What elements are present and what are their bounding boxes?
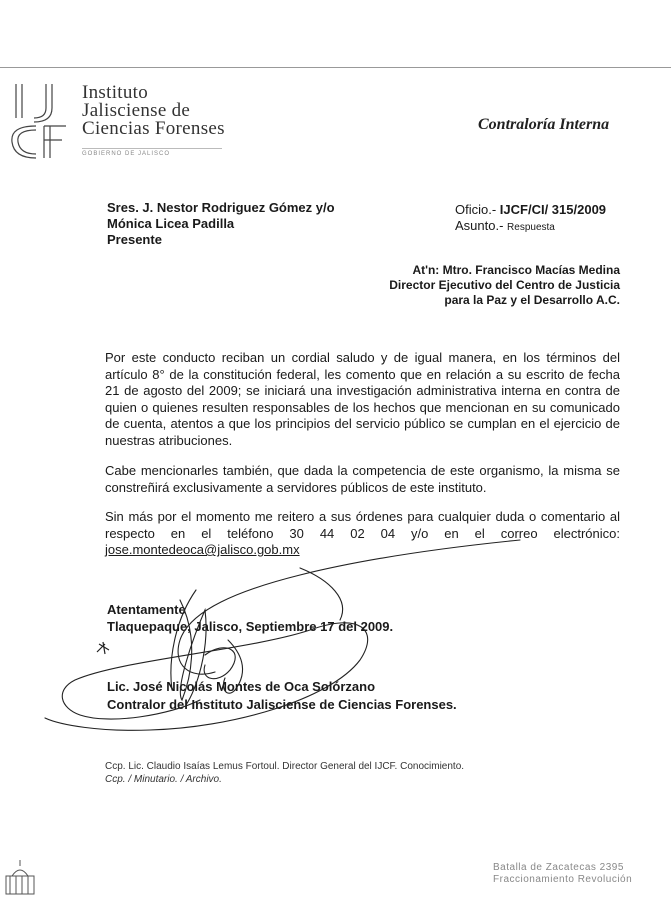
- closing-line: Atentamente: [107, 602, 186, 617]
- attention-block: [389, 263, 620, 308]
- header-rule: [0, 67, 671, 68]
- asunto-line: [455, 218, 606, 236]
- address-line: Fraccionamiento Revolución: [493, 874, 633, 885]
- state-seal-icon: [0, 856, 40, 900]
- reference-block: [455, 202, 606, 236]
- institute-line: Ciencias Forenses: [82, 118, 225, 139]
- oficio-line: [455, 202, 606, 218]
- address-footer: [493, 862, 632, 886]
- cc-line: Ccp. Lic. Claudio Isaías Lemus Fortoul. Director General del IJCF. Conocimiento.: [105, 761, 465, 772]
- contact-text: Sin más por el momento me reitero a sus órdenes para cualquier duda o comentario al respecto en el teléfono 30 44 02 04 y/o en el correo electrónico:: [105, 509, 620, 541]
- attention-line: Director Ejecutivo del Centro de Justicia: [389, 278, 620, 292]
- institute-name: [82, 84, 225, 138]
- handwritten-mark: [95, 640, 115, 656]
- closing-block: [107, 601, 393, 635]
- body-paragraph: [105, 509, 620, 559]
- asunto-value: Respuesta: [507, 222, 555, 233]
- place-date-line: Tlaquepaque, Jalisco, Septiembre 17 del 2009.: [107, 619, 394, 634]
- signer-title: Contralor del Instituto Jalisciense de Ciencias Forenses.: [107, 697, 457, 712]
- recipient-line: Mónica Licea Padilla: [107, 216, 235, 231]
- recipient-line: Sres. J. Nestor Rodriguez Gómez y/o: [107, 200, 335, 215]
- cc-line: Ccp. / Minutario. / Archivo.: [105, 774, 222, 785]
- attention-line: At'n: Mtro. Francisco Macías Medina: [412, 263, 620, 277]
- institute-line: Jalisciense de: [82, 100, 191, 121]
- email-link[interactable]: jose.montedeoca@jalisco.gob.mx: [105, 542, 300, 557]
- body-paragraph: Cabe mencionarles también, que dada la competencia de este organismo, la misma se constreñirá exclusivamente a servidores públicos de este instituto.: [105, 463, 620, 495]
- institute-subtitle: GOBIERNO DE JALISCO: [82, 148, 222, 157]
- recipient-line: Presente: [107, 232, 162, 247]
- address-line: Batalla de Zacatecas 2395: [493, 862, 624, 873]
- institute-line: Instituto: [82, 82, 149, 103]
- attention-line: para la Paz y el Desarrollo A.C.: [444, 293, 620, 307]
- ijcf-logo-icon: [8, 82, 68, 160]
- oficio-number: IJCF/CI/ 315/2009: [499, 202, 607, 217]
- body-paragraph: Por este conducto reciban un cordial saludo y de igual manera, en los términos del artículo 8° de la constitución federal, les comento que en relación a su escrito de fecha 21 de agosto del 2009; se iniciará una investigación administrativa interna en contra de quien o quienes resulten responsables de los hechos que mencionan en su comunicado de cuenta, atentos a que los principios del servicio público se cumplan en el ejercicio de nuestras atribuciones.: [105, 350, 620, 448]
- copies-block: [105, 760, 464, 786]
- asunto-label: Asunto.-: [455, 218, 508, 233]
- recipients-block: [107, 200, 335, 248]
- signer-block: [107, 678, 457, 714]
- department-title: Contraloría Interna: [478, 116, 610, 133]
- signer-name: Lic. José Nicolás Montes de Oca Solórzano: [107, 679, 376, 694]
- oficio-label: Oficio.-: [455, 202, 500, 217]
